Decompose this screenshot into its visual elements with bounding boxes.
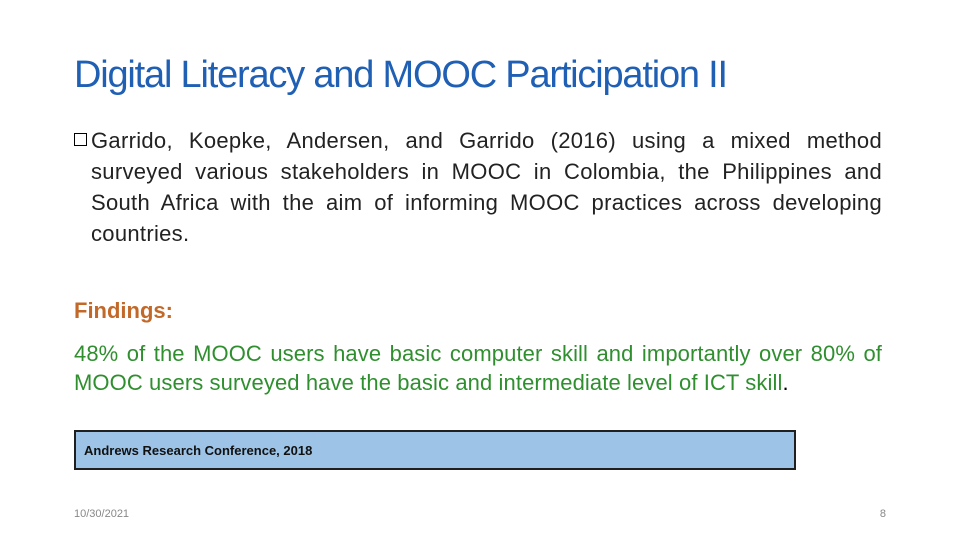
slide-date: 10/30/2021 <box>74 508 130 520</box>
findings-label: Findings: <box>74 298 173 323</box>
bullet-paragraph <box>74 125 882 249</box>
findings-body <box>74 339 882 397</box>
page-number: 8 <box>879 508 886 520</box>
checkbox-bullet-icon <box>74 133 87 146</box>
conference-box <box>74 430 796 470</box>
findings-end-mark: . <box>782 370 789 395</box>
conference-label: Andrews Research Conference, 2018 <box>84 442 313 458</box>
bullet-text: Garrido, Koepke, Andersen, and Garrido (2016) using a mixed method surveyed various stakeholders in MOOC in Colombia, the Philippines and South Africa with the aim of informing MOOC practices across developing countries. <box>91 128 882 246</box>
slide-title: Digital Literacy and MOOC Participation II <box>74 54 727 96</box>
findings-text: 48% of the MOOC users have basic computer skill and importantly over 80% of MOOC users surveyed have the basic and intermediate level of ICT skill <box>74 341 882 395</box>
